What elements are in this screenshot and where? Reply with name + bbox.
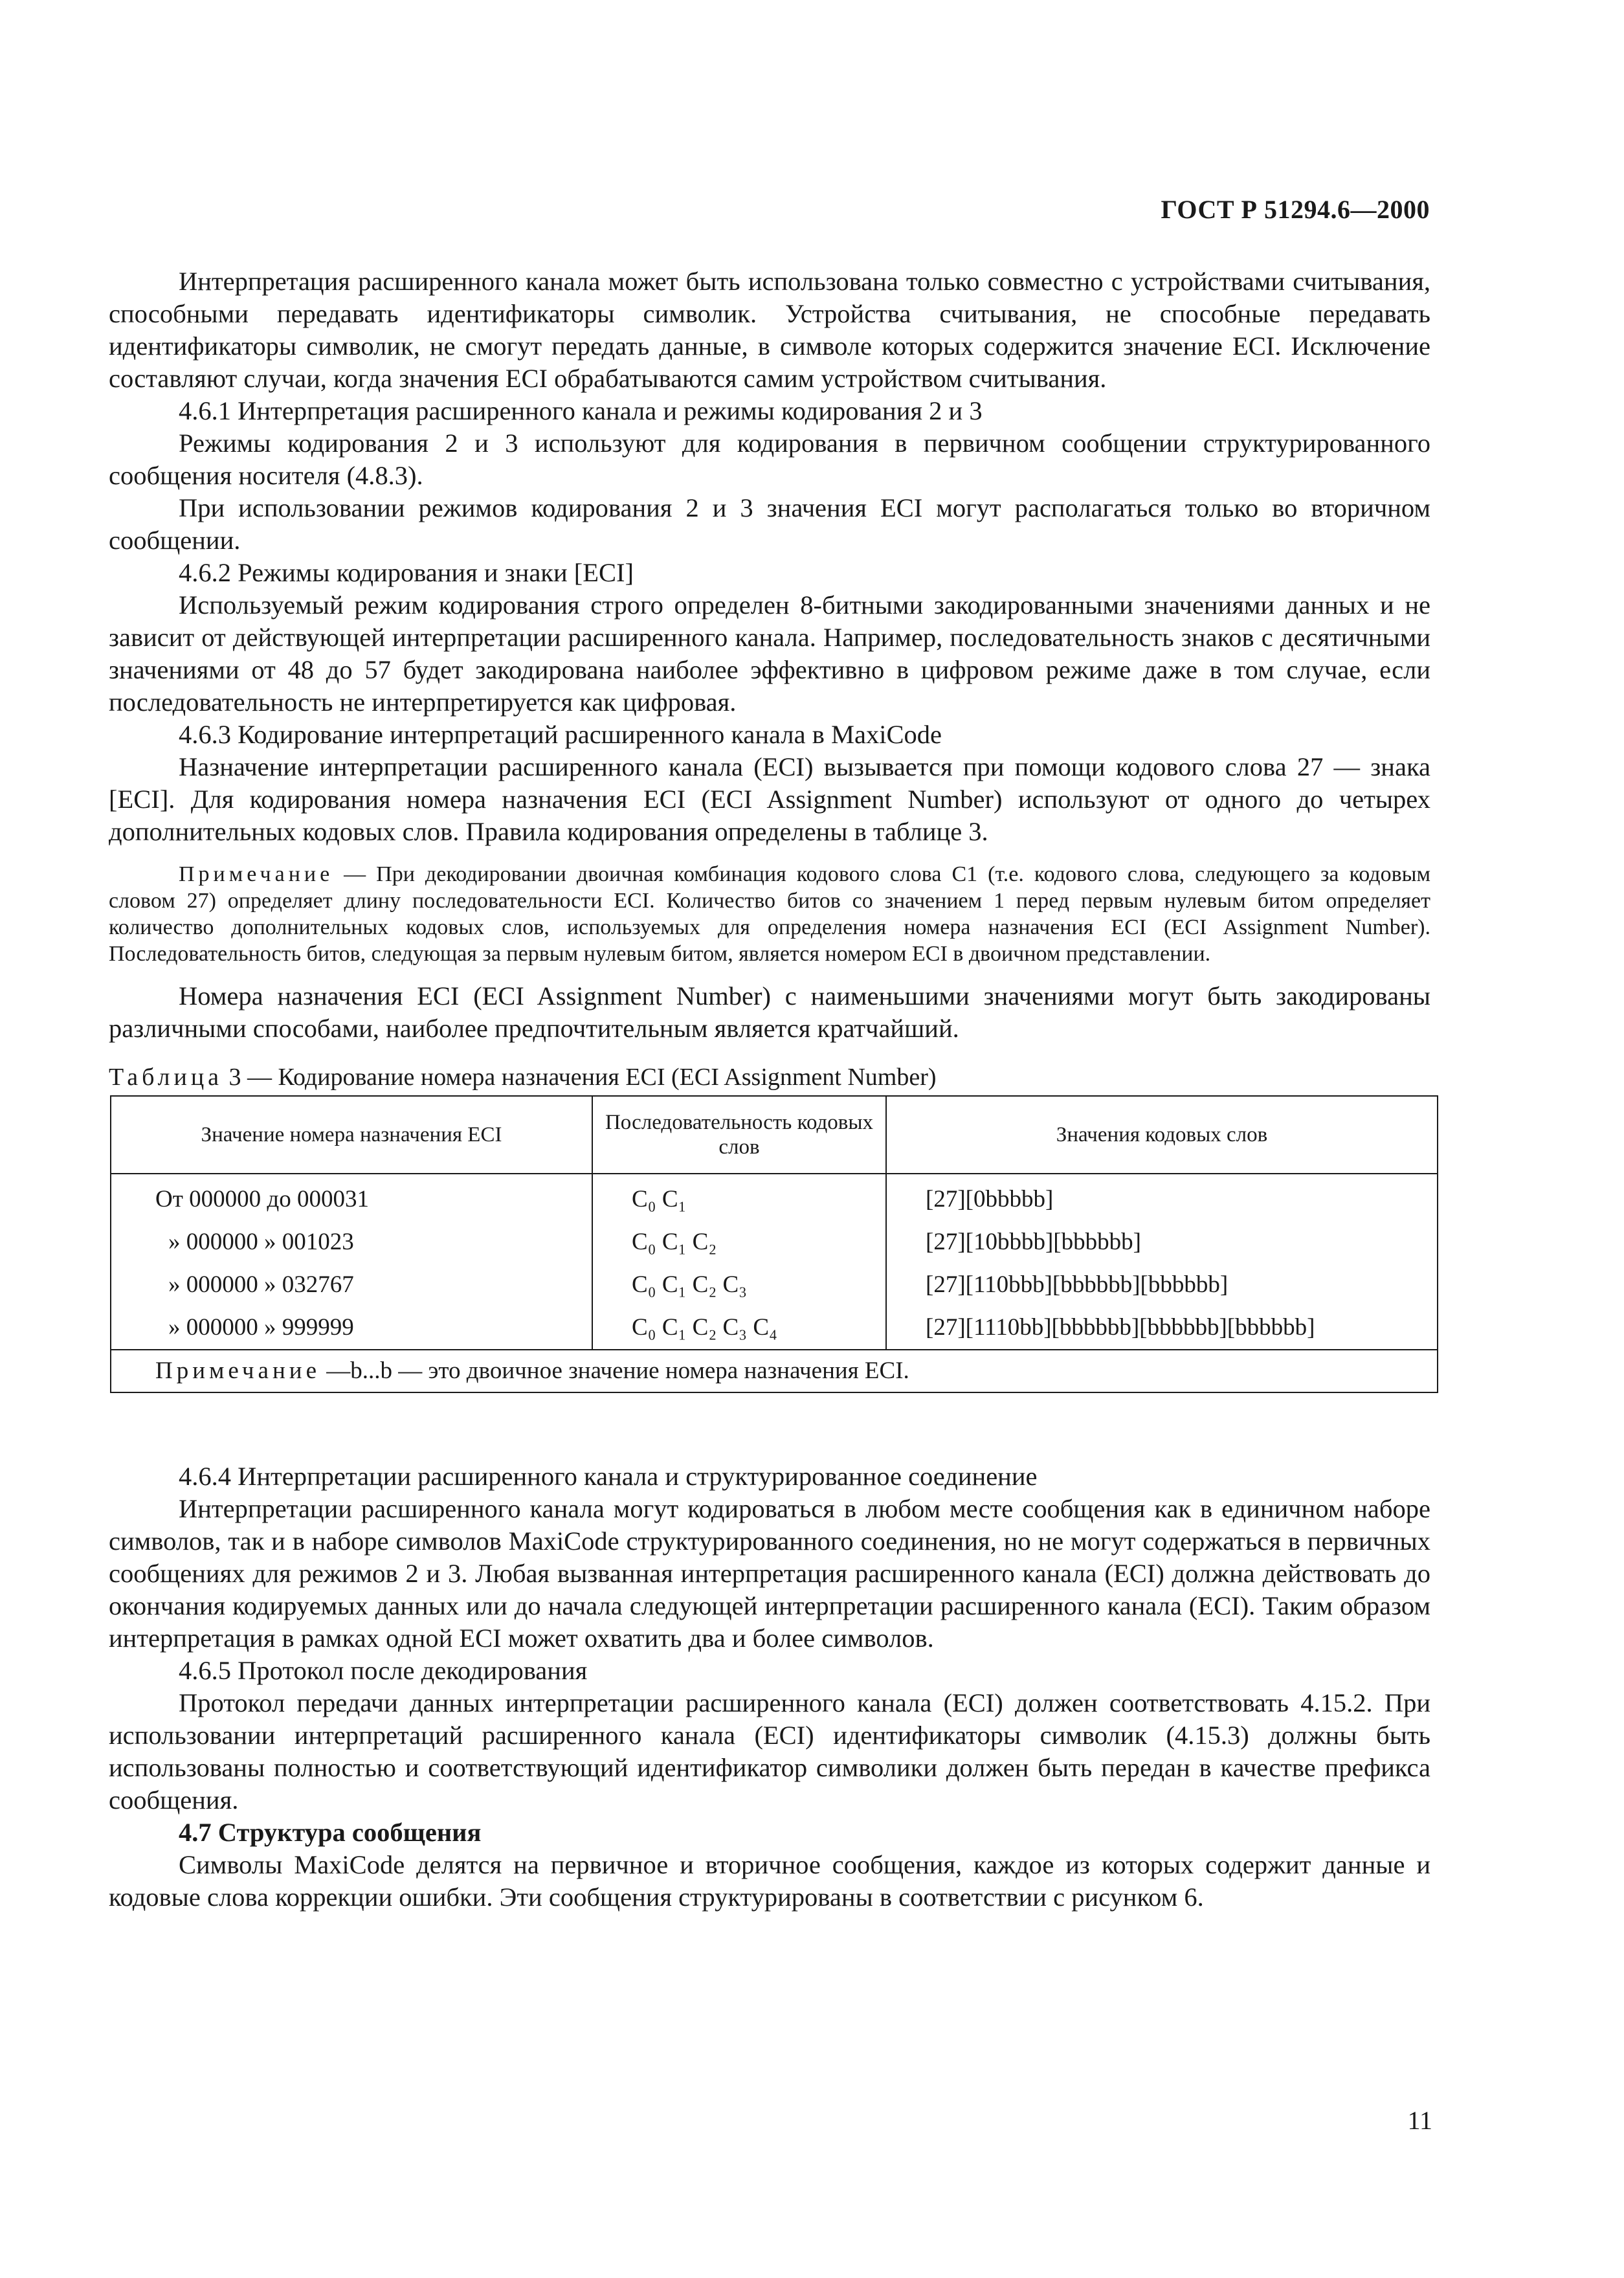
subsection-heading-4-6-2: 4.6.2 Режимы кодирования и знаки [ECI] bbox=[179, 558, 634, 587]
subsection-heading-4-6-3: 4.6.3 Кодирование интерпретаций расширенного канала в MaxiCode bbox=[179, 720, 942, 749]
table-caption-label: Таблица bbox=[109, 1064, 223, 1091]
table-row bbox=[111, 1174, 1438, 1221]
table-note-row bbox=[111, 1350, 1438, 1392]
eci-encoding-table bbox=[110, 1095, 1438, 1393]
table-caption bbox=[109, 1063, 1430, 1091]
paragraph: Протокол передачи данных интерпретации расширенного канала (ECI) должен соответствовать 4.15.2. При использовании интерпретаций расширенного канала (ECI) идентификаторы символик (4.15.3) должны быть использованы полностью и соответствующий идентификатор символики должен быть передан в качестве префикса сообщения. bbox=[109, 1688, 1430, 1815]
spacer bbox=[109, 1393, 1430, 1460]
table-cell-sequence: C₀ C₁ C₂ C₃ bbox=[592, 1264, 886, 1306]
table-row bbox=[111, 1306, 1438, 1350]
table-header-cell: Последовательность кодовых слов bbox=[592, 1096, 886, 1174]
section-heading-4-7: 4.7 Структура сообщения bbox=[179, 1818, 482, 1847]
paragraph: При использовании режимов кодирования 2 и 3 значения ECI могут располагаться только во вторичном сообщении. bbox=[109, 493, 1430, 555]
table-note-label: Примечание bbox=[155, 1357, 320, 1384]
note-block bbox=[109, 861, 1430, 967]
table-header-row bbox=[111, 1096, 1438, 1174]
paragraph: Интерпретации расширенного канала могут кодироваться в любом месте сообщения как в единичном наборе символов, так и в наборе символов MaxiCode структурированного соединения, но не могут содержаться в первичных сообщениях для режимов 2 и 3. Любая вызванная интерпретация расширенного канала (ECI) должна действовать до окончания кодируемых данных или до начала следующей интерпретации расширенного канала (ECI). Таким образом интерпретация в рамках одной ECI может охватить два и более символов. bbox=[109, 1494, 1430, 1653]
table-cell-range: » 000000 » 999999 bbox=[111, 1306, 592, 1350]
table-note-text: —b...b — это двоичное значение номера назначения ECI. bbox=[320, 1357, 909, 1384]
paragraph: Символы MaxiCode делятся на первичное и вторичное сообщения, каждое из которых содержит данные и кодовые слова коррекции ошибки. Эти сообщения структурированы в соответствии с рисунком 6. bbox=[109, 1850, 1430, 1912]
table-cell-values: [27][1110bb][bbbbbb][bbbbbb][bbbbbb] bbox=[886, 1306, 1438, 1350]
table-cell-range: » 000000 » 001023 bbox=[111, 1221, 592, 1264]
document-body bbox=[109, 265, 1430, 1914]
table-cell-sequence: C₀ C₁ bbox=[592, 1174, 886, 1221]
note-text: — При декодировании двоичная комбинация кодового слова C1 (т.е. кодового слова, следующего за кодовым словом 27) определяет длину последовательности ECI. Количество битов со значением 1 перед первым нулевым битом определяет количество дополнительных кодовых слов, используемых для определения номера назначения ECI (ECI Assignment Number). Последовательность битов, следующая за первым нулевым битом, является номером ECI в двоичном представлении. bbox=[109, 862, 1430, 966]
table-row bbox=[111, 1264, 1438, 1306]
table-cell-sequence: C₀ C₁ C₂ C₃ C₄ bbox=[592, 1306, 886, 1350]
table-header-cell: Значения кодовых слов bbox=[886, 1096, 1438, 1174]
table-caption-text: 3 — Кодирование номера назначения ECI (ECI Assignment Number) bbox=[223, 1064, 937, 1091]
subsection-heading-4-6-5: 4.6.5 Протокол после декодирования bbox=[179, 1656, 588, 1685]
paragraph: Режимы кодирования 2 и 3 используют для кодирования в первичном сообщении структурированного сообщения носителя (4.8.3). bbox=[109, 429, 1430, 490]
table-cell-values: [27][110bbb][bbbbbb][bbbbbb] bbox=[886, 1264, 1438, 1306]
table-cell-values: [27][10bbbb][bbbbbb] bbox=[886, 1221, 1438, 1264]
subsection-heading-4-6-1: 4.6.1 Интерпретация расширенного канала и режимы кодирования 2 и 3 bbox=[179, 396, 983, 425]
page-number: 11 bbox=[1407, 2106, 1432, 2135]
table-cell-range: От 000000 до 000031 bbox=[111, 1174, 592, 1221]
table-cell-range: » 000000 » 032767 bbox=[111, 1264, 592, 1306]
note-label: Примечание bbox=[179, 862, 334, 886]
subsection-heading-4-6-4: 4.6.4 Интерпретации расширенного канала и структурированное соединение bbox=[179, 1462, 1038, 1491]
standard-header: ГОСТ Р 51294.6—2000 bbox=[1161, 195, 1430, 224]
paragraph: Номера назначения ECI (ECI Assignment Number) с наименьшими значениями могут быть закодированы различными способами, наиболее предпочтительным является кратчайший. bbox=[109, 981, 1430, 1043]
table-row bbox=[111, 1221, 1438, 1264]
table-cell-sequence: C₀ C₁ C₂ bbox=[592, 1221, 886, 1264]
table-note-cell bbox=[111, 1350, 1438, 1392]
table-header-cell: Значение номера назначения ECI bbox=[111, 1096, 592, 1174]
paragraph: Используемый режим кодирования строго определен 8-битными закодированными значениями данных и не зависит от действующей интерпретации расширенного канала. Например, последовательность знаков с десятичными значениями от 48 до 57 будет закодирована наиболее эффективно в цифровом режиме даже в том случае, если последовательность не интерпретируется как цифровая. bbox=[109, 590, 1430, 717]
paragraph: Интерпретация расширенного канала может быть использована только совместно с устройствами считывания, способными передавать идентификаторы символик. Устройства считывания, не способные передавать идентификаторы символик, не смогут передать данные, в символе которых содержится значение ECI. Исключение составляют случаи, когда значения ECI обрабатываются самим устройством считывания. bbox=[109, 267, 1430, 393]
table-cell-values: [27][0bbbbb] bbox=[886, 1174, 1438, 1221]
paragraph: Назначение интерпретации расширенного канала (ECI) вызывается при помощи кодового слова 27 — знака [ECI]. Для кодирования номера назначения ECI (ECI Assignment Number) используют от одного до четырех дополнительных кодовых слов. Правила кодирования определены в таблице 3. bbox=[109, 752, 1430, 846]
